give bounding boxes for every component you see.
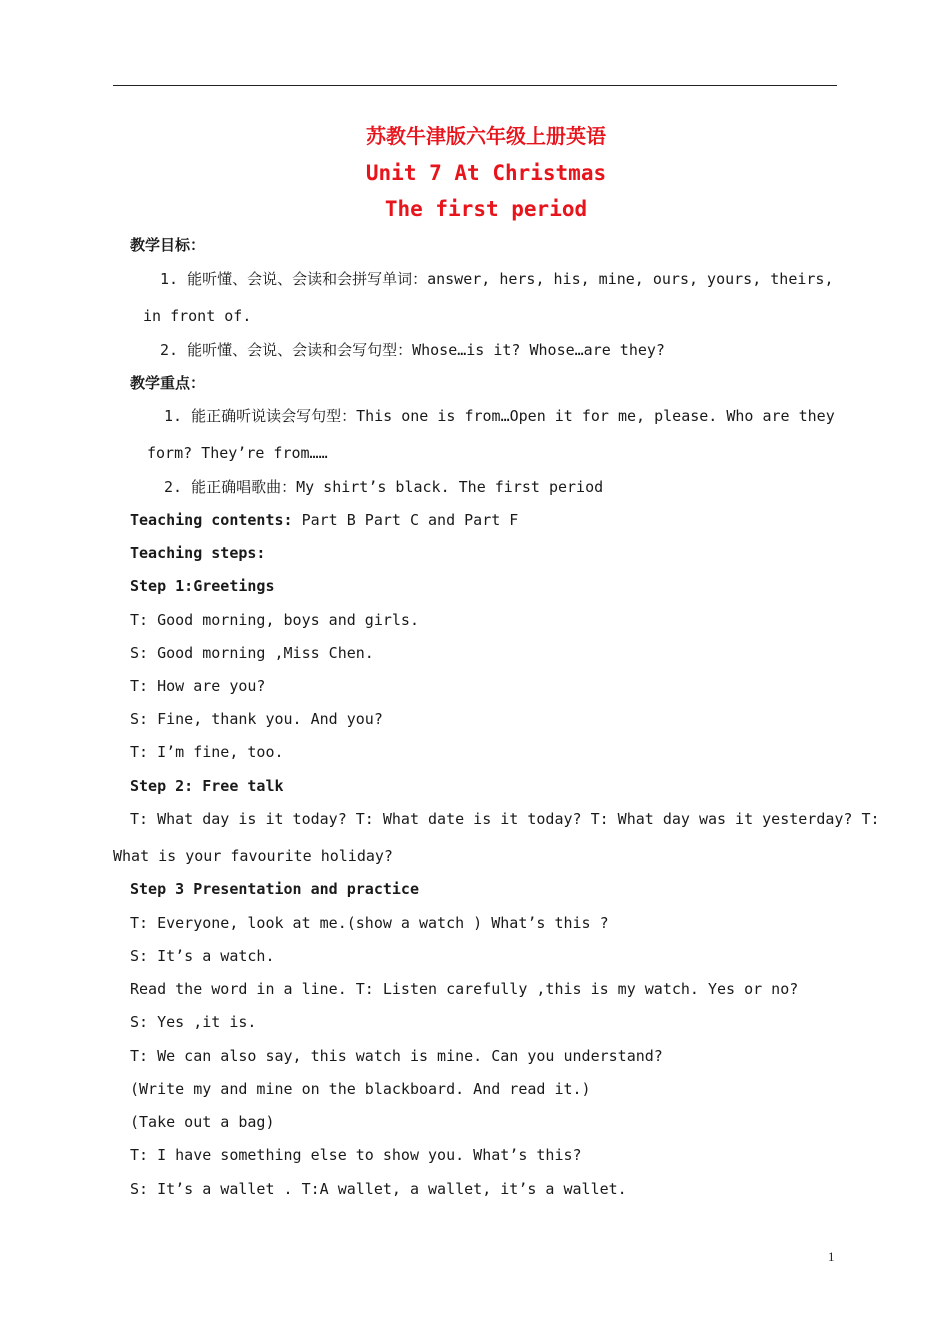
dialogue-line: S: It’s a wallet . T:A wallet, a wallet, it’s a wallet. [130, 1180, 627, 1198]
dialogue-line: T: I have something else to show you. What’s this? [130, 1146, 582, 1164]
step2-heading: Step 2: Free talk [130, 777, 284, 795]
dialogue-line: S: Yes ,it is. [130, 1013, 257, 1031]
objective-item-1: 1. 能听懂、会说、会读和会拼写单词：answer, hers, his, mine, ours, yours, theirs, [160, 270, 834, 288]
page-number: 1 [828, 1249, 835, 1264]
dialogue-line: T: Good morning, boys and girls. [130, 611, 419, 629]
dialogue-line: T: What day is it today? T: What date is it today? T: What day was it yesterday? T: [130, 810, 880, 828]
dialogue-line: S: Fine, thank you. And you? [130, 710, 383, 728]
unit-title: Unit 7 At Christmas [365, 161, 607, 185]
dialogue-line: (Write my and mine on the blackboard. And read it.) [130, 1080, 591, 1098]
key-points-heading: 教学重点： [130, 374, 206, 392]
step1-heading: Step 1:Greetings [130, 577, 275, 595]
dialogue-line: S: Good morning ,Miss Chen. [130, 644, 374, 662]
dialogue-line: Read the word in a line. T: Listen carefully ,this is my watch. Yes or no? [130, 980, 799, 998]
dialogue-line: T: Everyone, look at me.(show a watch ) What’s this ? [130, 914, 609, 932]
teaching-contents [130, 511, 518, 529]
dialogue-line: (Take out a bag) [130, 1113, 275, 1131]
objectives-heading: 教学目标： [130, 236, 206, 254]
objective-item-1-cont: in front of. [143, 307, 252, 325]
dialogue-line: S: It’s a watch. [130, 947, 275, 965]
period-title: The first period [384, 197, 588, 221]
objective-item-2: 2. 能听懂、会说、会读和会写句型：Whose…is it? Whose…are they? [160, 341, 665, 359]
teaching-contents-label: Teaching contents: [130, 511, 293, 529]
teaching-steps-heading: Teaching steps: [130, 544, 266, 562]
document-title: 苏教牛津版六年级上册英语 [366, 124, 606, 148]
key-point-item-1: 1. 能正确听说读会写句型：This one is from…Open it for me, please. Who are they [164, 407, 835, 425]
key-point-item-2: 2. 能正确唱歌曲：My shirt’s black. The first period [164, 478, 604, 496]
dialogue-line-cont: What is your favourite holiday? [113, 847, 393, 865]
dialogue-line: T: We can also say, this watch is mine. Can you understand? [130, 1047, 663, 1065]
step3-heading: Step 3 Presentation and practice [130, 880, 419, 898]
dialogue-line: T: How are you? [130, 677, 266, 695]
header-rule [113, 85, 837, 86]
teaching-contents-value: Part B Part C and Part F [292, 511, 519, 529]
key-point-item-1-cont: form? They’re from…… [147, 444, 328, 462]
dialogue-line: T: I’m fine, too. [130, 743, 284, 761]
